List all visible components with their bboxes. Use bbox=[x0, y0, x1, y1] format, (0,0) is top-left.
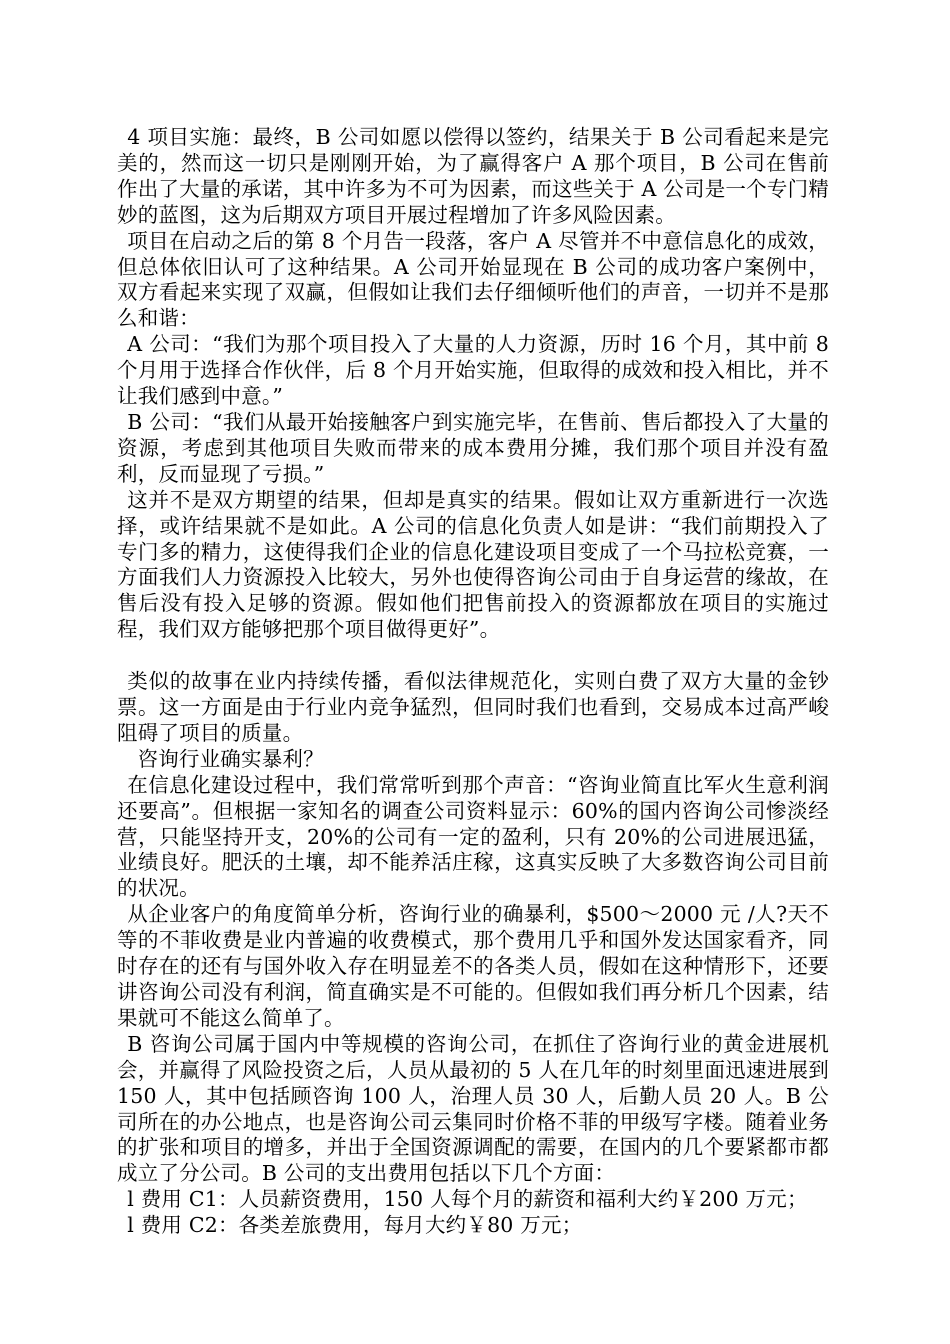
list-item-cost-c1: l 费用 C1：人员薪资费用，150 人每个月的薪资和福利大约￥200 万元； bbox=[127, 1187, 808, 1212]
paragraph-project-outcome: 项目在启动之后的第 8 个月告一段落，客户 A 尽管并不中意信息化的成效，但总体依旧认可了这种结果。A 公司开始显现在 B 公司的成功客户案例中，双方看起来实现了双赢，但假如让我们去仔细倾听他们的声音，一切并不是那么和谐： bbox=[117, 228, 829, 331]
paragraph-industry-status: 在信息化建设过程中，我们常常听到那个声音：“咨询业简直比军火生意利润还要高”。但根据一家知名的调查公司资料显示：60%的国内咨询公司惨淡经营，只能坚持开支，20%的公司有一定的盈利，只有 20%的公司进展迅猛，业绩良好。肥沃的土壤，却不能养活庄稼，这真实反映了大多数咨询公司目前的状况。 bbox=[117, 772, 829, 901]
paragraph-spacer bbox=[117, 643, 829, 669]
paragraph-real-result: 这并不是双方期望的结果，但却是真实的结果。假如让双方重新进行一次选择，或许结果就不是如此。A 公司的信息化负责人如是讲：“我们前期投入了专门多的精力，这使得我们企业的信息化建设项目变成了一个马拉松竞赛，一方面我们人力资源投入比较大，另外也使得咨询公司由于自身运营的缘故，在售后没有投入足够的资源。假如他们把售前投入的资源都放在项目的实施过程，我们双方能够把那个项目做得更好”。 bbox=[117, 487, 829, 642]
paragraph-similar-stories: 类似的故事在业内持续传播，看似法律规范化，实则白费了双方大量的金钞票。这一方面是由于行业内竞争猛烈，但同时我们也看到，交易成本过高严峻阻碍了项目的质量。 bbox=[117, 669, 829, 745]
paragraph-client-perspective: 从企业客户的角度简单分析，咨询行业的确暴利，$500～2000 元 /人?天不等的不菲收费是业内普遍的收费模式，那个费用几乎和国外发达国家看齐，同时存在的还有与国外收入存在明显差不的各类人员，假如在这种情形下，还要讲咨询公司没有利润，简直确实是不可能的。但假如我们再分析几个因素，结果就可不能这么简单了。 bbox=[117, 902, 829, 1030]
list-item-cost-c2: l 费用 C2：各类差旅费用，每月大约￥80 万元； bbox=[127, 1213, 583, 1238]
paragraph-company-b-quote: B 公司：“我们从最开始接触客户到实施完毕，在售前、售后都投入了大量的资源，考虑到其他项目失败而带来的成本费用分摊，我们那个项目并没有盈利，反而显现了亏损。” bbox=[117, 409, 829, 486]
paragraph-company-b-profile: B 咨询公司属于国内中等规模的咨询公司，在抓住了咨询行业的黄金进展机会，并赢得了风险投资之后，人员从最初的 5 人在几年的时刻里面迅速进展到 150 人，其中包括顾咨询 100 人，治理人员 30 人，后勤人员 20 人。B 公司所在的办公地点，也是咨询公司云集同时价格不菲的甲级写字楼。随着业务的扩张和项目的增多，并出于全国资源调配的需要，在国内的几个要紧都市都成立了分公司。B 公司的支出费用包括以下几个方面： bbox=[117, 1031, 829, 1186]
section-heading-consulting-profit: 咨询行业确实暴利？ bbox=[137, 746, 324, 771]
paragraph-company-a-quote: A 公司：“我们为那个项目投入了大量的人力资源，历时 16 个月，其中前 8 个月用于选择合作伙伴，后 8 个月开始实施，但取得的成效和投入相比，并不让我们感到中意。” bbox=[117, 332, 829, 409]
paragraph-project-implementation: 4 项目实施：最终，B 公司如愿以偿得以签约，结果关于 B 公司看起来是完美的，然而这一切只是刚刚开始，为了赢得客户 A 那个项目，B 公司在售前作出了大量的承诺，其中许多为不可为因素，而这些关于 A 公司是一个专门精妙的蓝图，这为后期双方项目开展过程增加了许多风险因素。 bbox=[117, 125, 829, 227]
